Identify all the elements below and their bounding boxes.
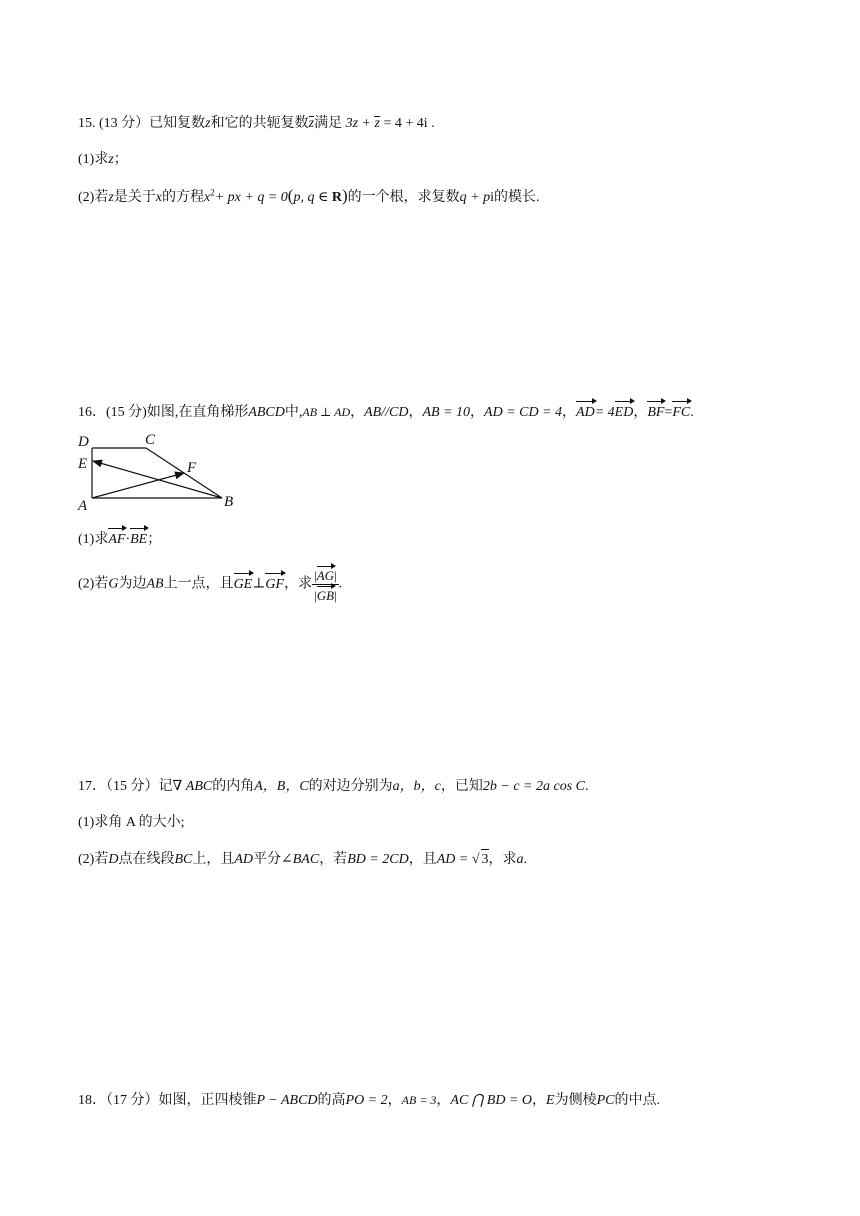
sqrt-three: 3	[481, 849, 489, 870]
vector-bf: BF	[647, 400, 664, 423]
vector-ge: GE	[234, 572, 253, 595]
q17-stem: 17．（15 分）记∇ ABC的内角A，B，C的对边分别为a，b，c，已知2b − c = 2a cos C.	[78, 779, 589, 794]
var-z: z	[205, 116, 211, 131]
q15-stem: 15. (13 分）已知复数z和它的共轭复数z满足 3z + z = 4 + 4i .	[78, 116, 435, 131]
given-equation: 2b − c = 2a cos C	[482, 779, 585, 794]
label-c: C	[145, 432, 156, 448]
vector-be: BE	[130, 527, 147, 550]
q16-stem: 16．(15 分)如图,在直角梯形ABCD中,AB ⊥ AD，AB//CD，AB = 10，AD = CD = 4，AD= 4ED，BF=FC.	[78, 400, 694, 423]
ratio-fraction: $\frac{|AG|}{|GB|}$	[312, 565, 339, 604]
q16-part1: (1)求AF·BE；	[78, 527, 161, 550]
vector-ad: AD	[576, 400, 595, 423]
label-e: E	[78, 456, 88, 472]
label-f: F	[187, 460, 197, 476]
vector-ed: ED	[615, 400, 634, 423]
label-d: D	[78, 434, 89, 450]
equation-rhs: = 4 + 4i	[383, 116, 428, 131]
vector-fc: FC	[672, 400, 690, 423]
var-z-conjugate: z	[308, 116, 315, 131]
q15-part1: (1)求z；	[78, 152, 128, 167]
label-b: B	[224, 494, 234, 510]
q17-part1: (1)求角 A 的大小;	[78, 815, 185, 830]
vector-gf: GF	[265, 572, 284, 595]
segment-af	[92, 473, 184, 498]
trapezoid-figure	[72, 428, 242, 514]
equation-lhs: 3z +	[345, 116, 371, 131]
q15-part2: (2)若z是关于x的方程$x^2+$ px + q = 0(p, q ∈ R)的一个根，求复数q + pi的模长.	[78, 186, 540, 205]
q16-part2: (2)若G为边AB上一点，且GE⊥GF，求 $\frac{|AG|}{|GB|}$ .	[78, 565, 342, 604]
q18-stem: 18．（17 分）如图，正四棱锥P − ABCD的高PO = 2，AB = 3，AC ⋂ BD = O，E为侧棱PC的中点.	[78, 1093, 660, 1108]
label-a: A	[78, 498, 88, 514]
q17-part2: (2)若D点在线段BC上，且AD平分∠BAC，若BD = 2CD，且AD = √ 3，求a.	[78, 849, 527, 870]
vector-af: AF	[108, 527, 125, 550]
